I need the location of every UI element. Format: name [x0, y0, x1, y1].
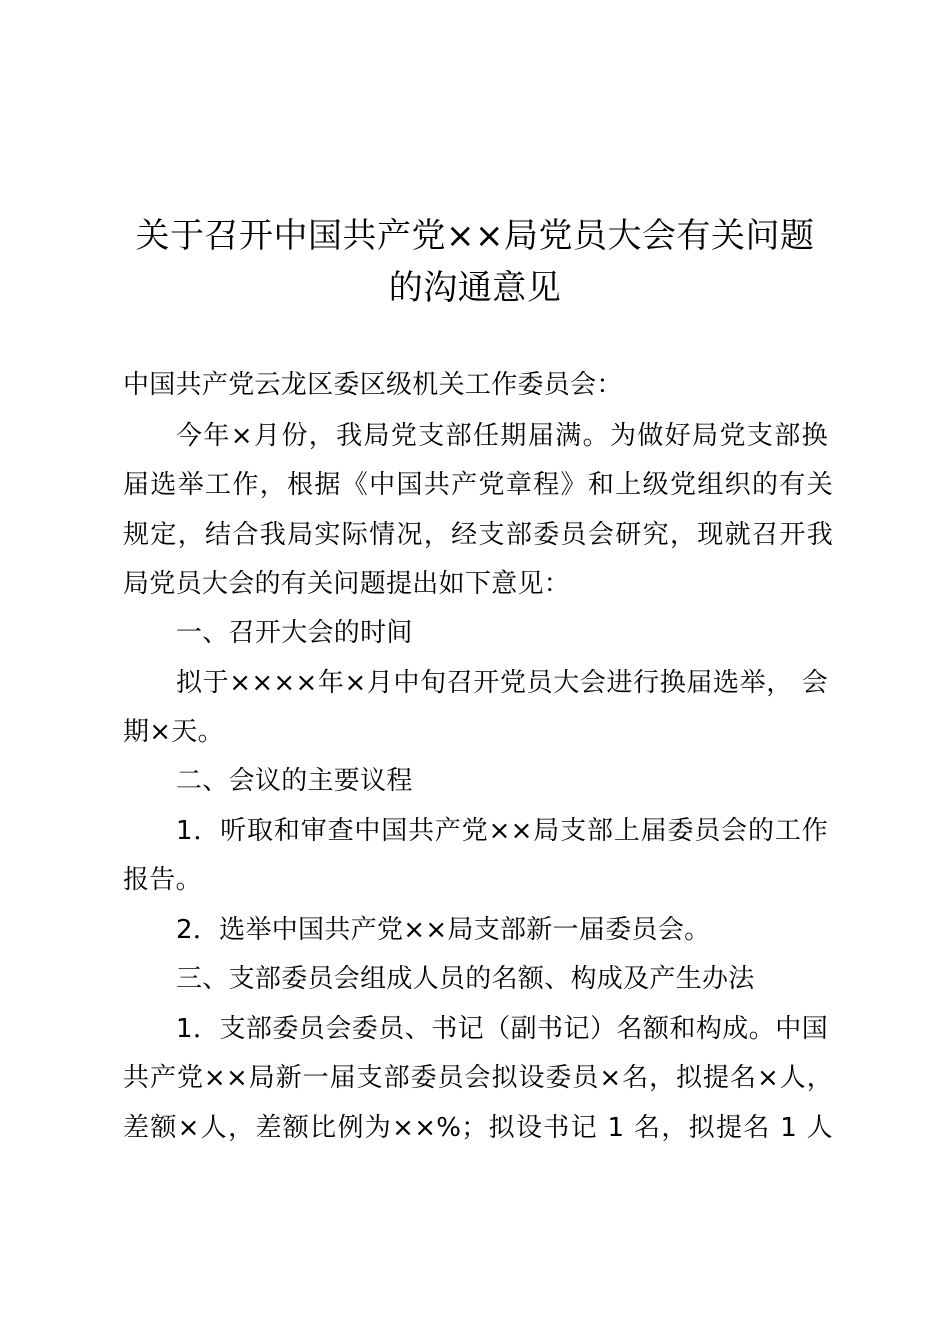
document-title-line-1: 关于召开中国共产党××局党员大会有关问题 — [135, 216, 815, 256]
salutation: 中国共产党云龙区委区级机关工作委员会： — [123, 370, 623, 400]
body-line: 拟于××××年×月中旬召开党员大会进行换届选举， 会 — [176, 668, 828, 698]
list-item-line: 报告。 — [123, 865, 202, 895]
list-item-line: 共产党××局新一届支部委员会拟设委员×名，拟提名×人， — [123, 1063, 833, 1093]
document-title-line-2: 的沟通意见 — [388, 268, 562, 308]
body-line: 局党员大会的有关问题提出如下意见： — [123, 569, 571, 599]
section-heading-3: 三、支部委员会组成人员的名额、构成及产生办法 — [176, 964, 755, 994]
body-line: 届选举工作，根据《中国共产党章程》和上级党组织的有关 — [123, 470, 833, 500]
body-line: 期×天。 — [123, 717, 224, 747]
list-item-line: 差额×人，差额比例为××%；拟设书记 1 名，拟提名 1 人 — [123, 1113, 833, 1143]
section-heading-1: 一、召开大会的时间 — [176, 618, 413, 648]
section-heading-2: 二、会议的主要议程 — [176, 766, 413, 796]
list-item-line: 1．支部委员会委员、书记（副书记）名额和构成。中国 — [176, 1014, 828, 1044]
list-item-line: 2．选举中国共产党××局支部新一届委员会。 — [176, 915, 711, 945]
body-line: 规定，结合我局实际情况，经支部委员会研究，现就召开我 — [123, 520, 833, 550]
body-line: 今年×月份，我局党支部任期届满。为做好局党支部换 — [176, 421, 828, 451]
list-item-line: 1．听取和审查中国共产党××局支部上届委员会的工作 — [176, 816, 828, 846]
